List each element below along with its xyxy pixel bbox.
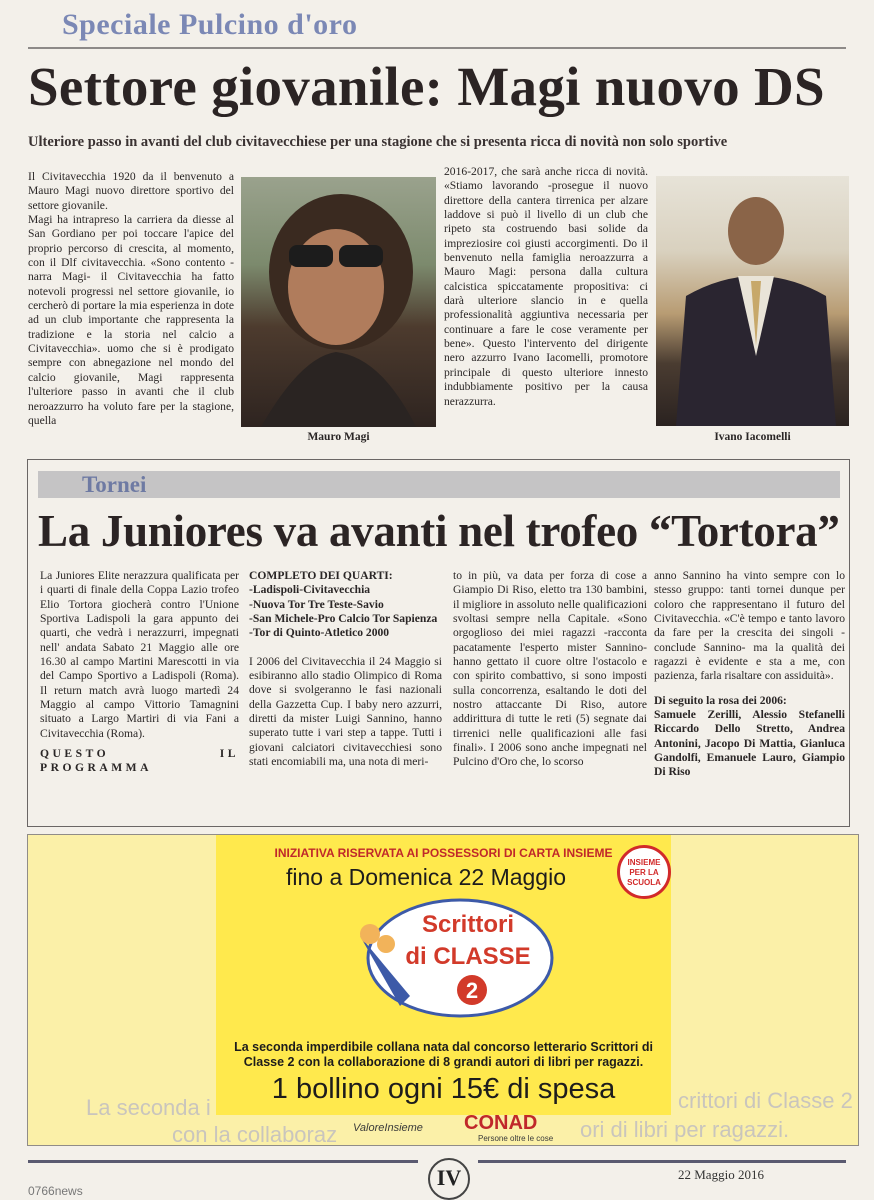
- article-column-3: to in più, va data per forza di cose a Giampio Di Riso, eletto tra 130 bambini, il migliore in assoluto nelle qualificazioni svoltasi sempre nella Capitale. «Sono orgoglioso dei miei ragazzi -racconta pacatamente l'esperto mister Sannino- hanno gettato il cuore oltre l'ostacolo e con spirito combattivo, si sono imposti sulla concorrenza, esaltando le doti del nostro attaccante Di Riso, autore addirittura di tutte le reti (5) segnate dai tirrenici nelle qualificazioni alle fasi finali». I 2006 sono anche impegnati nel Pulcino d'Oro che, lo scorso: [453, 569, 647, 769]
- ad-top-line: INIZIATIVA RISERVATA AI POSSESSORI DI CARTA INSIEME: [274, 846, 613, 860]
- section-bar: [38, 471, 840, 498]
- paragraph: anno Sannino ha vinto sempre con lo stesso gruppo: tanti tornei dunque per coloro che rappresentano il futuro del Civitavecchia. «C'è tempo e tanto lavoro da fare per la crescita dei singoli -conclude Sannino- ma la qualità dei ragazzi è evidente e sta a me, con pazienza, farla risaltare con assiduità».: [654, 569, 845, 683]
- photo-caption: Mauro Magi: [307, 431, 370, 443]
- program-heading: COMPLETO DEI QUARTI:: [249, 569, 393, 582]
- paragraph: La Juniores Elite nerazzura qualificata per i quarti di finale della Coppa Lazio trofeo Elio Tortora giocherà contro l'Unione Sportiva Ladispoli la gara appunto dei quarti, che vedrà i nerazzurri, impegnati nell' andata Sabato 21 Maggio alle ore 16.30 al campo Martini Marescotti in via del Campo Sportivo a Ladispoli (Roma). Il return match avrà luogo martedì 24 Maggio al campo Vittorio Tamagnini situato a Largo Martiri di via Fani a Civitavecchia (Roma).: [40, 569, 239, 740]
- paragraph: QUESTO IL PROGRAMMA: [40, 747, 239, 775]
- ad-background-text: La seconda i: [86, 1095, 211, 1120]
- ad-background-text: crittori di Classe 2: [678, 1088, 853, 1113]
- logo-number: 2: [465, 978, 479, 1003]
- footer-rule: [28, 1160, 418, 1163]
- valore-insieme-logo: ValoreInsieme: [353, 1122, 423, 1134]
- paragraph: Magi ha intrapreso la carriera da diesse al San Gordiano per poi toccare l'apice del proprio percorso di crescita, al momento, con il Dlf civitavecchia. «Sono contento -narra Magi- il Civitavecchia ha fatto notevoli progressi nel settore giovanile, io cercherò di portare la mia esperienza in dote ad un club importante che rappresenta la tradizione e la storia nel calcio a Civitavecchia». uomo che si è prodigato sempre con abnegazione nel mondo del calcio giovanile, Magi rappresenta l'ulteriore passo in avanti che il club neroazzurro ha voluto fare per la stagione, quella: [28, 213, 234, 427]
- footer-date: 22 Maggio 2016: [678, 1167, 764, 1182]
- photo-ivano-iacomelli: [656, 176, 849, 426]
- ad-date: fino a Domenica 22 Maggio: [286, 864, 566, 890]
- footer-publication: 0766news: [28, 1184, 83, 1198]
- match-item: -Tor di Quinto-Atletico 2000: [249, 626, 390, 640]
- article-column-4: [654, 569, 845, 780]
- insieme-scuola-logo: INSIEME PER LA SCUOLA: [617, 845, 671, 899]
- conad-logo: CONAD: [464, 1112, 538, 1134]
- section-kicker: Tornei: [82, 472, 147, 497]
- photo-caption: Ivano Iacomelli: [714, 431, 791, 443]
- subheadline: Ulteriore passo in avanti del club civitavecchiese per una stagione che si presenta ricca di novità non solo sportive: [28, 134, 728, 150]
- headline: Settore giovanile: Magi nuovo DS: [28, 56, 825, 117]
- article-column-1: [40, 569, 239, 776]
- headline: La Juniores va avanti nel trofeo “Tortora”: [38, 506, 840, 556]
- scrittori-di-classe-logo: [340, 896, 555, 1021]
- ad-description: La seconda imperdibile collana nata dal concorso letterario Scrittori di Classe 2 con la collaborazione di 8 grandi autori di libri per ragazzi.: [234, 1040, 653, 1069]
- match-item: -San Michele-Pro Calcio Tor Sapienza: [249, 612, 438, 626]
- article-column-1: [28, 170, 234, 428]
- footer-rule: [478, 1160, 846, 1163]
- logo-line-2: di CLASSE: [405, 943, 531, 970]
- section-kicker: Speciale Pulcino d'oro: [62, 8, 358, 41]
- divider: [28, 47, 846, 49]
- paragraph: I 2006 del Civitavecchia il 24 Maggio si esibiranno allo stadio Olimpico di Roma dove si svolgeranno le fasi nazionali della Gazzetta Cup. I baby nero azzurri, diretti da mister Luigi Sannino, hanno superato tutte i vari step a tappe. Tutti i giovani calciatori civitavecchiesi sono stati encomiabili ma, una nota di meri-: [249, 654, 442, 769]
- paragraph: Il Civitavecchia 1920 da il benvenuto a Mauro Magi nuovo direttore sportivo del settore giovanile.: [28, 170, 234, 212]
- match-item: -Ladispoli-Civitavecchia: [249, 583, 371, 597]
- conad-tagline: Persone oltre le cose: [478, 1134, 554, 1143]
- article-column-2: 2016-2017, che sarà anche ricca di novità. «Stiamo lavorando -prosegue il nuovo direttore della cantera tirrenica per alzare laddove si può il livello di un club che ripeto sta costruendo basi solide da impreziosire coi giusti accorgimenti. Do il benvenuto nella famiglia neroazzurra a Mauro Magi: persona dalla cultura calcistica spiccatamente propositiva: ci darà ulteriore slancio in e quella professionalità aggiuntiva necessaria per continuare a fare le cose veramente per bene». Questo l'intervento del dirigente nero azzurro Ivano Iacomelli, promotore principale di questo ulteriore innesto indubbiamente positivo per la causa nerazzurra.: [444, 165, 648, 408]
- ad-background-text: ori di libri per ragazzi.: [580, 1117, 790, 1142]
- roster-heading: Di seguito la rosa dei 2006:: [654, 693, 787, 707]
- page-number: IV: [428, 1158, 470, 1200]
- article-column-2: [249, 569, 442, 769]
- roster-list: Samuele Zerilli, Alessio Stefanelli Riccardo Dello Stretto, Andrea Antonini, Jacopo Di Mattia, Gianluca Gandolfi, Emanuele Lauro, Giampio Di Riso: [654, 708, 845, 779]
- photo-mauro-magi: [241, 177, 436, 427]
- ad-offer: 1 bollino ogni 15€ di spesa: [271, 1073, 616, 1105]
- ad-background-text: con la collaboraz: [172, 1122, 338, 1147]
- match-item: -Nuova Tor Tre Teste-Savio: [249, 597, 384, 611]
- logo-line-1: Scrittori: [421, 911, 515, 938]
